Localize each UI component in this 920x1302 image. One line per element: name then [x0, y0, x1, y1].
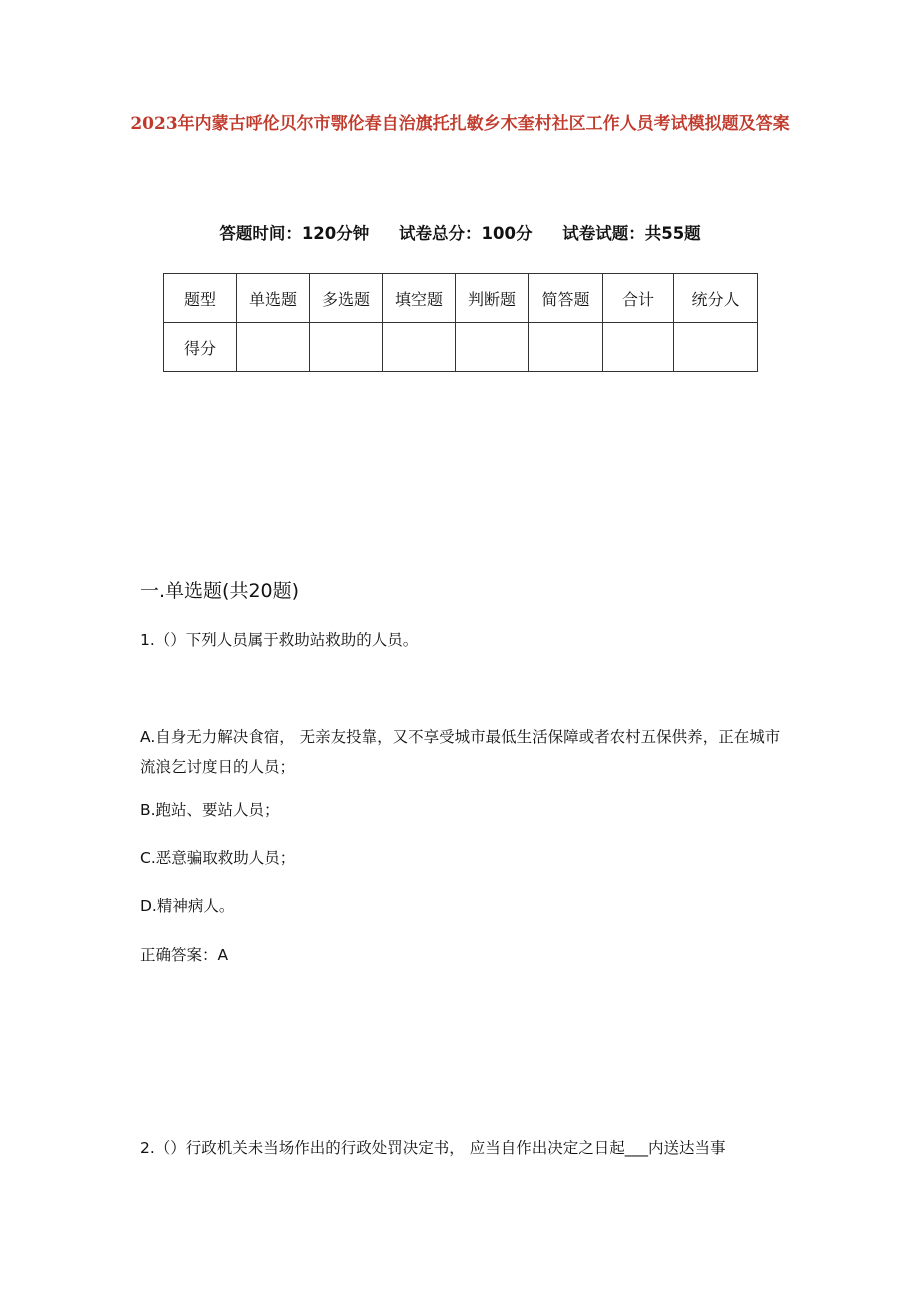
score-cell [383, 323, 456, 372]
header-cell-total: 合计 [603, 274, 674, 323]
header-cell-single: 单选题 [237, 274, 310, 323]
score-cell [674, 323, 758, 372]
exam-total-score: 试卷总分：100分 [399, 224, 533, 243]
score-cell [529, 323, 603, 372]
header-cell-scorer: 统分人 [674, 274, 758, 323]
exam-question-count: 试卷试题：共55题 [562, 224, 701, 243]
score-table-header-row [164, 274, 758, 323]
header-cell-short-answer: 简答题 [529, 274, 603, 323]
header-cell-fill: 填空题 [383, 274, 456, 323]
header-cell-judge: 判断题 [456, 274, 529, 323]
score-cell [237, 323, 310, 372]
question-1-answer: 正确答案：A [140, 946, 229, 964]
section-title: 一.单选题(共20题) [140, 580, 300, 602]
score-table-score-row [164, 323, 758, 372]
document-title: 2023年内蒙古呼伦贝尔市鄂伦春自治旗托扎敏乡木奎村社区工作人员考试模拟题及答案 [130, 114, 790, 134]
question-1-option-a: A.自身无力解决食宿， 无亲友投靠，又不享受城市最低生活保障或者农村五保供养，正在城市流浪乞讨度日的人员； [140, 728, 781, 776]
header-cell-multiple: 多选题 [310, 274, 383, 323]
question-1-option-c: C.恶意骗取救助人员； [140, 849, 296, 867]
score-cell [310, 323, 383, 372]
question-1-option-d: D.精神病人。 [140, 897, 235, 915]
score-cell [456, 323, 529, 372]
score-cell [603, 323, 674, 372]
header-cell-type: 题型 [164, 274, 237, 323]
score-table [163, 273, 758, 372]
question-2-stem: 2.（）行政机关未当场作出的行政处罚决定书， 应当自作出决定之日起___内送达当事 [140, 1139, 726, 1157]
row-label-score: 得分 [164, 323, 237, 372]
question-1-option-b: B.跑站、要站人员； [140, 801, 280, 819]
question-1-stem: 1.（）下列人员属于救助站救助的人员。 [140, 631, 419, 649]
exam-meta [0, 220, 920, 244]
exam-time: 答题时间：120分钟 [219, 224, 370, 243]
